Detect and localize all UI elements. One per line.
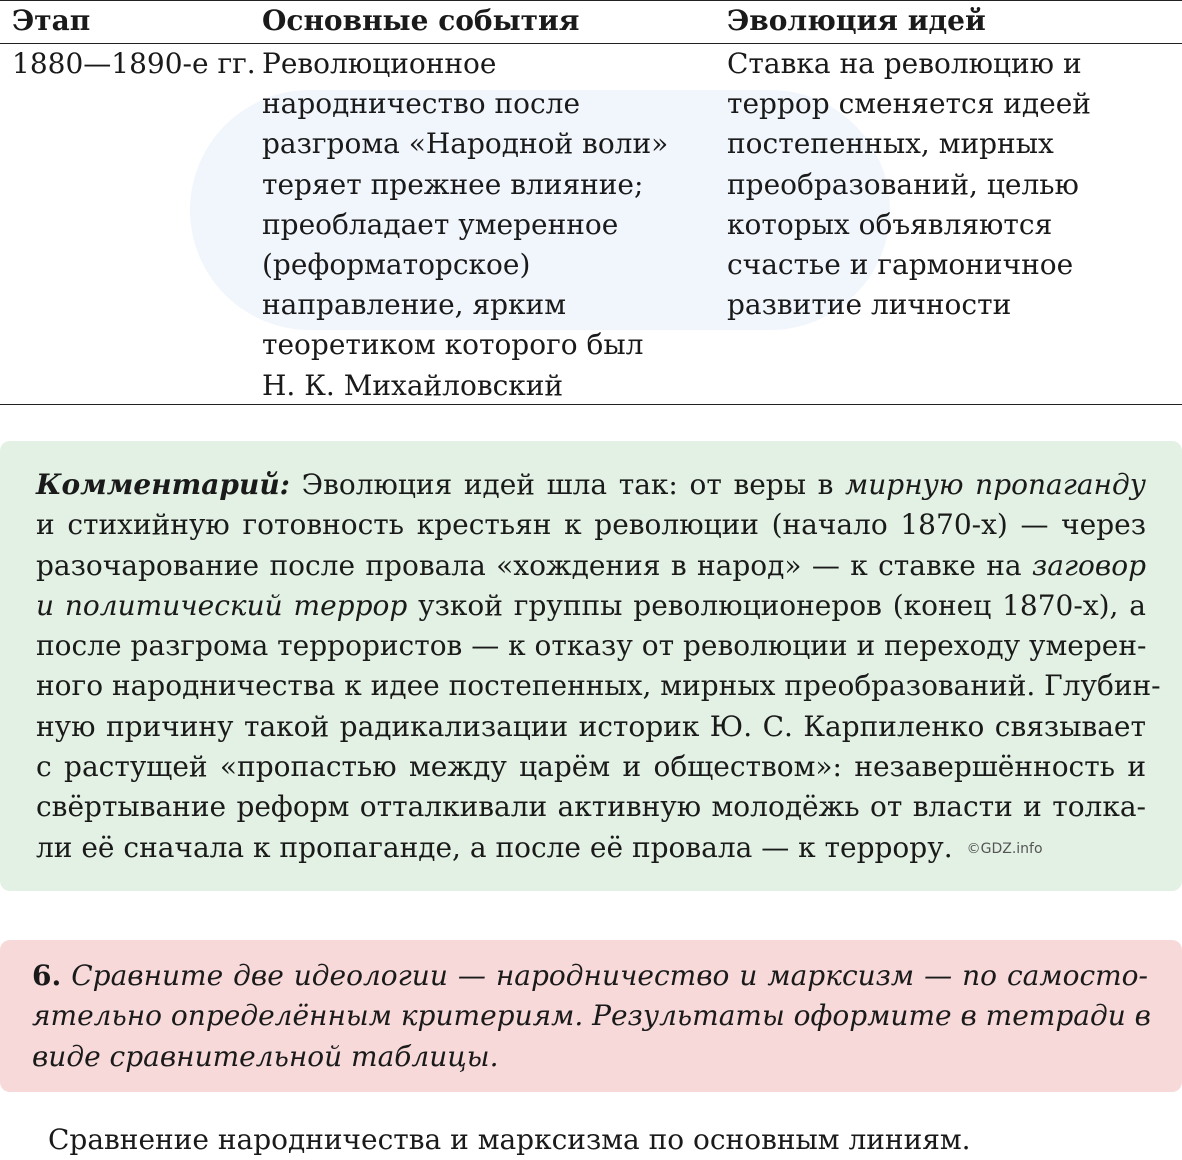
comment-line: ную причину такой радикализации историк Ю. С. Карпиленко связывает [36, 709, 1146, 743]
ideas-line: которых объявляются [727, 207, 1053, 241]
comment-text: узкой группы революционеров (конец 1870-х), а [407, 588, 1146, 622]
comment-line: и стихийную готовность крестьян к революции (начало 1870-х) — через [36, 508, 1146, 542]
comment-line [36, 828, 1146, 870]
comment-emphasis: мирную пропаганду [845, 468, 1146, 501]
header-ideas: Эволюция идей [727, 4, 986, 37]
events-line: Н. К. Михайловский [262, 368, 564, 402]
events-line: разгрома «Народной воли» [262, 127, 669, 161]
ideas-line: развитие личности [727, 288, 1012, 322]
history-table [0, 0, 1182, 405]
comment-text: разочарование после провала «хождения в народ» — к ставке на [36, 548, 1032, 582]
header-stage: Этап [12, 4, 91, 37]
ideas-line: Ставка на революцию и [727, 47, 1082, 80]
task-line: ятельно определённым критериям. Результаты оформите в тетради в [32, 999, 1151, 1033]
events-line: теряет прежнее влияние; [262, 167, 644, 201]
comment-line: ного народничества к идее постепенных, мирных преобразований. Глубин- [36, 669, 1161, 703]
ideas-line: террор сменяется идеей [727, 87, 1091, 121]
cell-ideas [727, 44, 1167, 325]
comment-line [36, 465, 1146, 505]
answer-intro: Сравнение народничества и марксизма по основным линиям. [48, 1123, 971, 1156]
ideas-line: счастье и гармоничное [727, 248, 1074, 282]
comment-emphasis: заговор [1031, 548, 1146, 582]
comment-text: Эволюция идей шла так: от веры в [290, 468, 846, 501]
header-events: Основные события [262, 4, 580, 37]
events-line: теоретиком которого был [262, 328, 644, 362]
task-line [32, 956, 1148, 996]
comment-label: Комментарий: [36, 468, 291, 501]
comment-line [36, 586, 1146, 626]
stage-text: 1880—1890-е гг. [12, 47, 256, 80]
copyright-mark: ©GDZ.info [966, 841, 1043, 858]
comment-line: свёртывание реформ отталкивали активную молодёжь от власти и толка- [36, 790, 1146, 824]
table-header [0, 1, 1182, 44]
comment-line [36, 546, 1146, 586]
cell-events [262, 44, 692, 406]
events-line: (реформаторское) [262, 248, 531, 282]
table-row [0, 44, 1182, 404]
events-line: направление, ярким [262, 288, 566, 322]
task-number: 6. [32, 959, 62, 992]
comment-box [0, 441, 1182, 891]
task-line: виде сравнительной таблицы. [32, 1039, 499, 1073]
task-box [0, 940, 1182, 1092]
comment-line: с растущей «пропастью между царём и обществом»: незавершённость и [36, 750, 1146, 784]
events-line: преобладает умеренное [262, 207, 619, 241]
ideas-line: постепенных, мирных [727, 127, 1054, 161]
comment-text: ли её сначала к пропаганде, а после её провала — к террору. [36, 830, 953, 864]
events-line: Революционное [262, 47, 497, 80]
ideas-line: преобразований, целью [727, 167, 1079, 201]
task-text: Сравните две идеологии — народничество и марксизм — по самосто- [71, 959, 1148, 992]
cell-stage [12, 44, 256, 84]
comment-emphasis: и политический террор [36, 588, 408, 622]
events-line: народничество после [262, 87, 581, 121]
comment-line: после разгрома террористов — к отказу от революции и переходу умерен- [36, 629, 1147, 663]
